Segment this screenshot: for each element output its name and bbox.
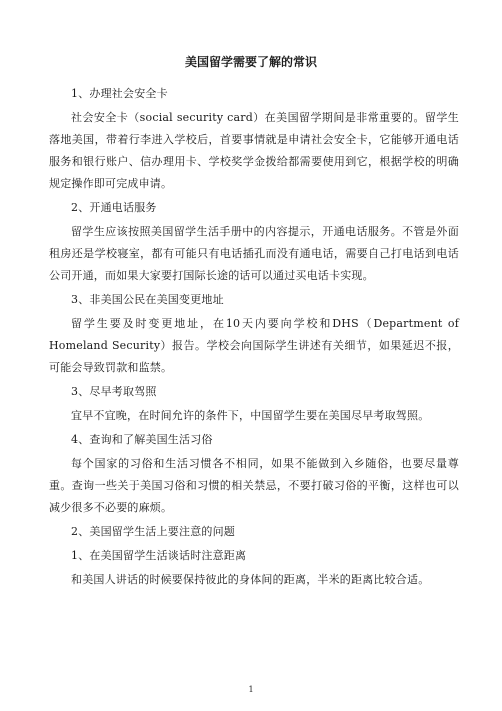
paragraph: 每个国家的习俗和生活习惯各不相同，如果不能做到入乡随俗，也要尽量尊重。查询一些关于美国习俗和习惯的相关禁忌，不要打破习俗的平衡，这样也可以减少很多不必要的麻烦。 <box>49 457 459 514</box>
section-heading: 2、美国留学生活上要注意的问题 <box>71 525 235 538</box>
paragraph: 留学生要及时变更地址，在10天内要向学校和DHS（Department of Homeland Security）报告。学校会向国际学生讲述有关细节，如果延迟不报，可能会导致罚款和监禁。 <box>49 317 459 374</box>
section-heading: 2、开通电话服务 <box>71 201 157 214</box>
section-heading: 3、非美国公民在美国变更地址 <box>71 293 224 306</box>
page-number: 1 <box>248 685 254 694</box>
document-body <box>49 83 459 593</box>
section-heading: 1、办理社会安全卡 <box>71 87 168 100</box>
paragraph: 留学生应该按照美国留学生活手册中的内容提示，开通电话服务。不管是外面租房还是学校寝室，都有可能只有电话插孔而没有通电话，需要自己打电话到电话公司开通，而如果大家要打国际长途的话可以通过买电话卡实现。 <box>49 225 459 282</box>
paragraph: 和美国人讲话的时候要保持彼此的身体间的距离，半米的距离比较合适。 <box>71 573 430 586</box>
section-heading: 3、尽早考取驾照 <box>71 385 157 398</box>
document-title: 美国留学需要了解的常识 <box>184 55 317 69</box>
section-heading: 4、查询和了解美国生活习俗 <box>71 433 213 446</box>
paragraph: 社会安全卡（social security card）在美国留学期间是非常重要的。留学生落地美国，带着行李进入学校后，首要事情就是申请社会安全卡，它能够开通电话服务和银行账户、信办理用卡、学校奖学金拨给都需要使用到它，根据学校的明确规定操作即可完成申请。 <box>49 111 459 190</box>
paragraph: 宜早不宜晚，在时间允许的条件下，中国留学生要在美国尽早考取驾照。 <box>71 409 430 422</box>
section-heading: 1、在美国留学生活谈话时注意距离 <box>71 549 247 562</box>
